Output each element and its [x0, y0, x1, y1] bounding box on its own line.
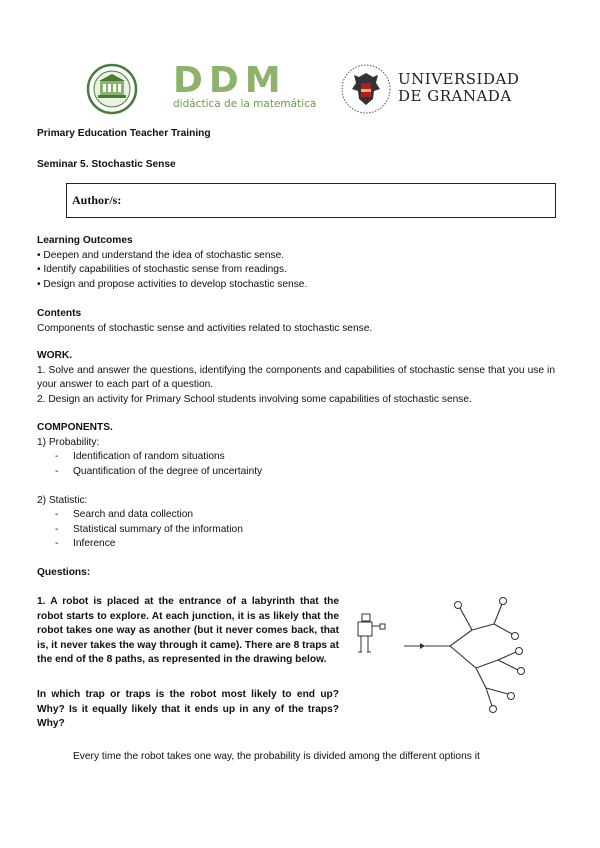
statistic-label: 2) Statistic: — [37, 494, 88, 506]
statistic-list — [37, 508, 262, 552]
course-title: Primary Education Teacher Training — [37, 128, 211, 139]
ugr-line1: UNIVERSIDAD — [398, 70, 520, 88]
work-heading: WORK. — [37, 350, 73, 361]
outcome-item: • Identify capabilities of stochastic sense from readings. — [37, 264, 287, 275]
work-item: 1. Solve and answer the questions, identifying the components and capabilities of stochastic sense that you use in your answer to each part of a question. — [37, 364, 555, 390]
ugr-line2: DE GRANADA — [398, 87, 512, 105]
university-seal-logo-icon — [86, 63, 138, 115]
answer-text: Every time the robot takes one way, the probability is divided among the different options it — [73, 751, 480, 762]
learning-outcomes-section — [37, 234, 307, 292]
outcome-item: • Deepen and understand the idea of stochastic sense. — [37, 249, 285, 261]
ugr-logo-text — [398, 71, 519, 105]
question-1-text: 1. A robot is placed at the entrance of a labyrinth that the robot starts to explore. At each junction, it is as likely that the robot takes one way as another (but it never comes back, that is, it never takes the way through it came). There are 8 traps at the end of the 8 paths, as represented in the drawing below. — [37, 596, 339, 665]
seminar-title: Seminar 5. Stochastic Sense — [37, 159, 176, 170]
list-item: - Quantification of the degree of uncertainty — [37, 465, 262, 480]
outcomes-heading: Learning Outcomes — [37, 235, 133, 246]
ddm-logo-letters: DDM — [173, 60, 287, 101]
work-item: 2. Design an activity for Primary School students involving some capabilities of stochastic sense. — [37, 393, 472, 405]
questions-heading: Questions: — [37, 567, 91, 578]
components-heading: COMPONENTS. — [37, 422, 113, 433]
ddm-logo — [173, 60, 317, 111]
contents-section — [37, 307, 372, 336]
list-item: - Inference — [37, 537, 262, 552]
ugr-crest-icon — [340, 63, 392, 115]
probability-label: 1) Probability: — [37, 436, 100, 448]
author-box[interactable] — [66, 183, 556, 218]
contents-text: Components of stochastic sense and activities related to stochastic sense. — [37, 322, 373, 334]
robot-labyrinth-diagram-icon — [352, 596, 528, 720]
header-logos — [0, 55, 600, 125]
question-1-prompt: In which trap or traps is the robot most likely to end up? Why? Is it equally likely that it ends up in any of the traps? Why? — [37, 689, 339, 729]
components-section — [37, 421, 262, 552]
author-label: Author/s: — [72, 193, 122, 207]
list-item: - Statistical summary of the information — [37, 523, 262, 538]
list-item: - Search and data collection — [37, 508, 262, 523]
ddm-logo-subtitle: didáctica de la matemática — [173, 98, 317, 110]
contents-heading: Contents — [37, 308, 82, 319]
probability-list — [37, 450, 262, 479]
list-item: - Identification of random situations — [37, 450, 262, 465]
outcome-item: • Design and propose activities to develop stochastic sense. — [37, 278, 308, 290]
work-section — [37, 349, 555, 407]
